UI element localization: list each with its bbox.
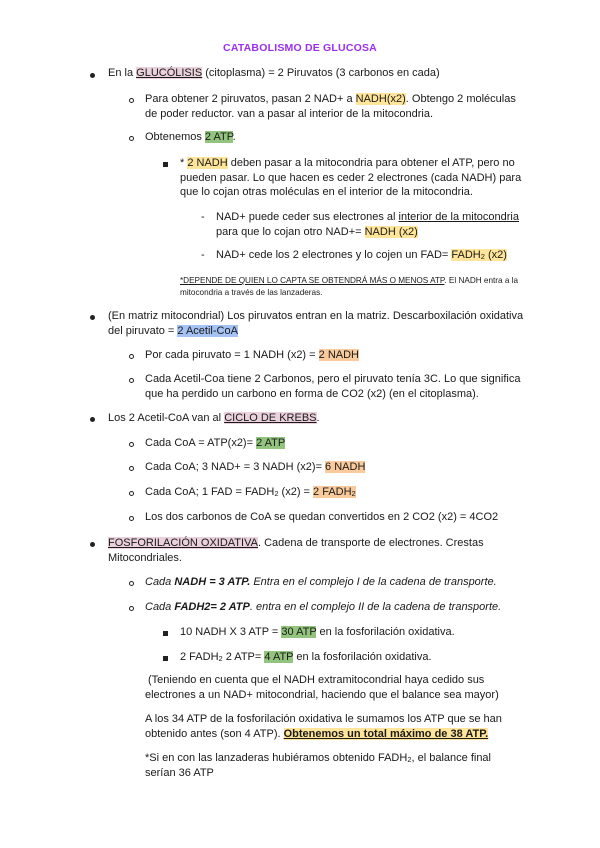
bullet-circle [129,606,134,611]
text: en la fosforilación oxidativa. [316,626,455,638]
subscript: 2 [274,489,279,498]
nadh-highlight: NADH (x2) [364,225,418,238]
nadh-highlight: 6 NADH [325,461,366,473]
text: Para obtener 2 piruvatos, pasan 2 NAD+ a [145,93,356,105]
fadh-highlight [451,249,507,261]
text: . [232,131,236,143]
coa-fadh-line [145,485,356,502]
text: . El NADH entra a la [444,276,519,285]
lanzaderas-line-2: serían 36 ATP [145,766,214,779]
krebs-term: CICLO DE KREBS [224,412,317,424]
bullet-disc [90,542,95,547]
nadh-mitocondria-line-2: pueden pasar. Lo que hacen es ceder 2 electrones (cada NADH) para [180,171,522,184]
fosforilacion-line-1 [108,536,484,551]
bullet-square [163,631,168,636]
acetil-coa-carbonos-line-1: Cada Acetil-Coa tiene 2 Carbonos, pero el piruvato tenía 3C. Lo que significa [145,373,521,385]
dash-marker: - [201,249,205,261]
text: (citoplasma) = 2 Piruvatos (3 carbonos en cada) [202,67,440,79]
text: del piruvato = [108,324,178,337]
text: , el balance final [411,752,491,764]
bullet-circle [129,136,134,141]
fadh-total-line [180,650,432,667]
bold-text: NADH = 3 ATP. [174,576,251,588]
nad-electrones-line-1 [216,210,519,225]
text: . Cadena de transporte de electrones. Crestas [257,537,484,549]
bullet-square [163,162,168,167]
matriz-line-1: (En matriz mitocondrial) Los piruvatos entran en la matriz. Descarboxilación oxidativa [108,310,524,322]
fadh2-atp-line [145,600,501,615]
text: Por cada piruvato = 1 NADH (x2) = [145,349,319,361]
glucolisis-line [108,66,440,81]
bullet-circle [129,491,134,496]
bullet-circle [129,516,134,521]
fosforilacion-line-2: Mitocondriales. [108,551,182,564]
text: Cada CoA = ATP(x2)= [145,437,257,449]
bullet-circle [129,442,134,447]
atp-highlight: 30 ATP [281,626,317,638]
text: Cada CoA; 1 FAD = FADH [145,486,275,498]
underlined-text: interior de la mitocondria [398,211,519,223]
piruvatos-line-2: de poder reductor. van a pasar al interior de la mitocondria. [145,107,433,120]
text: (x2) = [278,486,314,498]
text: Cada [145,576,175,588]
matriz-line-2 [108,324,238,339]
piruvatos-line-1 [145,92,516,107]
subscript: 2 [407,755,412,764]
coa-nadh-line [145,460,365,475]
text: 2 ATP= [222,651,265,663]
text: obtenido antes (son 4 ATP). [145,727,284,740]
nadh-mitocondria-line-1 [180,156,515,171]
bullet-circle [129,466,134,471]
text: 2 FADH [313,486,352,498]
nadh-total-line [180,625,455,640]
fad-line [216,248,507,265]
text: Entra en el complejo I de la cadena de transporte. [250,576,497,588]
acetil-coa-carbonos-line-2: que ha perdido un carbono en forma de CO2 (x2) (en el citoplasma). [145,387,479,400]
text: en la fosforilación oxidativa. [293,651,432,663]
subscript: 2 [351,489,356,498]
fosforilacion-term: FOSFORILACIÓN OXIDATIVA [108,537,258,549]
page-title: CATABOLISMO DE GLUCOSA [223,42,377,54]
text: * [180,157,188,169]
bold-text: FADH2= 2 ATP [174,601,250,613]
text: FADH [451,249,481,261]
text: . entra en el complejo II de la cadena de transporte. [249,601,502,613]
atp-highlight: 2 ATP [256,437,286,449]
text: . [316,412,320,424]
carbonos-co2-line: Los dos carbonos de CoA se quedan convertidos en 2 CO2 (x2) = 4CO2 [145,511,499,523]
total-line-1: A los 34 ATP de la fosforilación oxidativa le sumamos los ATP que se han [145,713,502,725]
coa-atp-line [145,436,285,451]
nadh-highlight: 2 NADH [318,349,359,361]
atp-highlight: 4 ATP [264,651,294,663]
glucolisis-term: GLUCÓLISIS [136,67,203,79]
text: NAD+ puede ceder sus electrones al [216,211,399,223]
text: Obtenemos [145,131,205,143]
bullet-circle [129,581,134,586]
note-line-1 [180,275,518,287]
bullet-disc [90,73,95,78]
text: NAD+ cede los 2 electrones y lo cojen un FAD= [216,249,452,261]
nadh-mitocondria-line-3: que lo cojan otras moléculas en el interior de la mitocondria. [180,186,473,198]
text: 2 FADH [180,651,219,663]
text: 10 NADH X 3 ATP = [180,626,282,638]
subscript: 2 [480,252,485,261]
extramitocondrial-line-2: electrones a un NAD+ mitocondrial, haciendo que el balance sea mayor) [145,688,499,701]
nadh-highlight: 2 NADH [187,157,228,169]
text: Cada CoA; 3 NAD+ = 3 NADH (x2)= [145,461,326,473]
extramitocondrial-line-1: (Teniendo en cuenta que el NADH extramitocondrial haya cedido sus [148,674,485,686]
bullet-disc [90,417,95,422]
text: *Si en con las lanzaderas hubiéramos obtenido FADH [145,752,408,764]
subscript: 2 [218,654,223,663]
nadh-atp-line [145,575,497,590]
text: Los 2 Acetil-CoA van al [108,412,225,424]
text: deben pasar a la mitocondria para obtener el ATP, pero no [227,157,515,169]
obtenemos-atp-line [145,130,236,145]
text: . Obtengo 2 moléculas [405,93,516,105]
por-cada-piruvato-line [145,348,359,363]
text: Cada [145,601,175,613]
fadh-highlight [313,486,356,498]
note-line-2: mitocondria a través de las lanzaderas. [180,288,323,297]
nad-electrones-line-2 [216,225,418,240]
bullet-disc [90,315,95,320]
bullet-circle [129,98,134,103]
total-atp-highlight: Obtenemos un total máximo de 38 ATP. [283,727,489,740]
nadh-highlight: NADH(x2) [355,93,406,105]
bullet-circle [129,378,134,383]
krebs-line [108,411,320,426]
bullet-square [163,656,168,661]
text: En la [108,67,137,79]
total-line-2 [145,727,488,742]
bullet-circle [129,354,134,359]
underlined-note: *DEPENDE DE QUIEN LO CAPTA SE OBTENDRÁ MÁS O MENOS ATP [180,276,445,285]
text: para que lo cojan otro NAD+= [216,225,365,238]
text: (x2) [484,249,507,261]
atp-highlight: 2 ATP [204,131,233,143]
acetil-coa-highlight: 2 Acetil-CoA [177,324,238,337]
dash-marker: - [201,211,205,223]
